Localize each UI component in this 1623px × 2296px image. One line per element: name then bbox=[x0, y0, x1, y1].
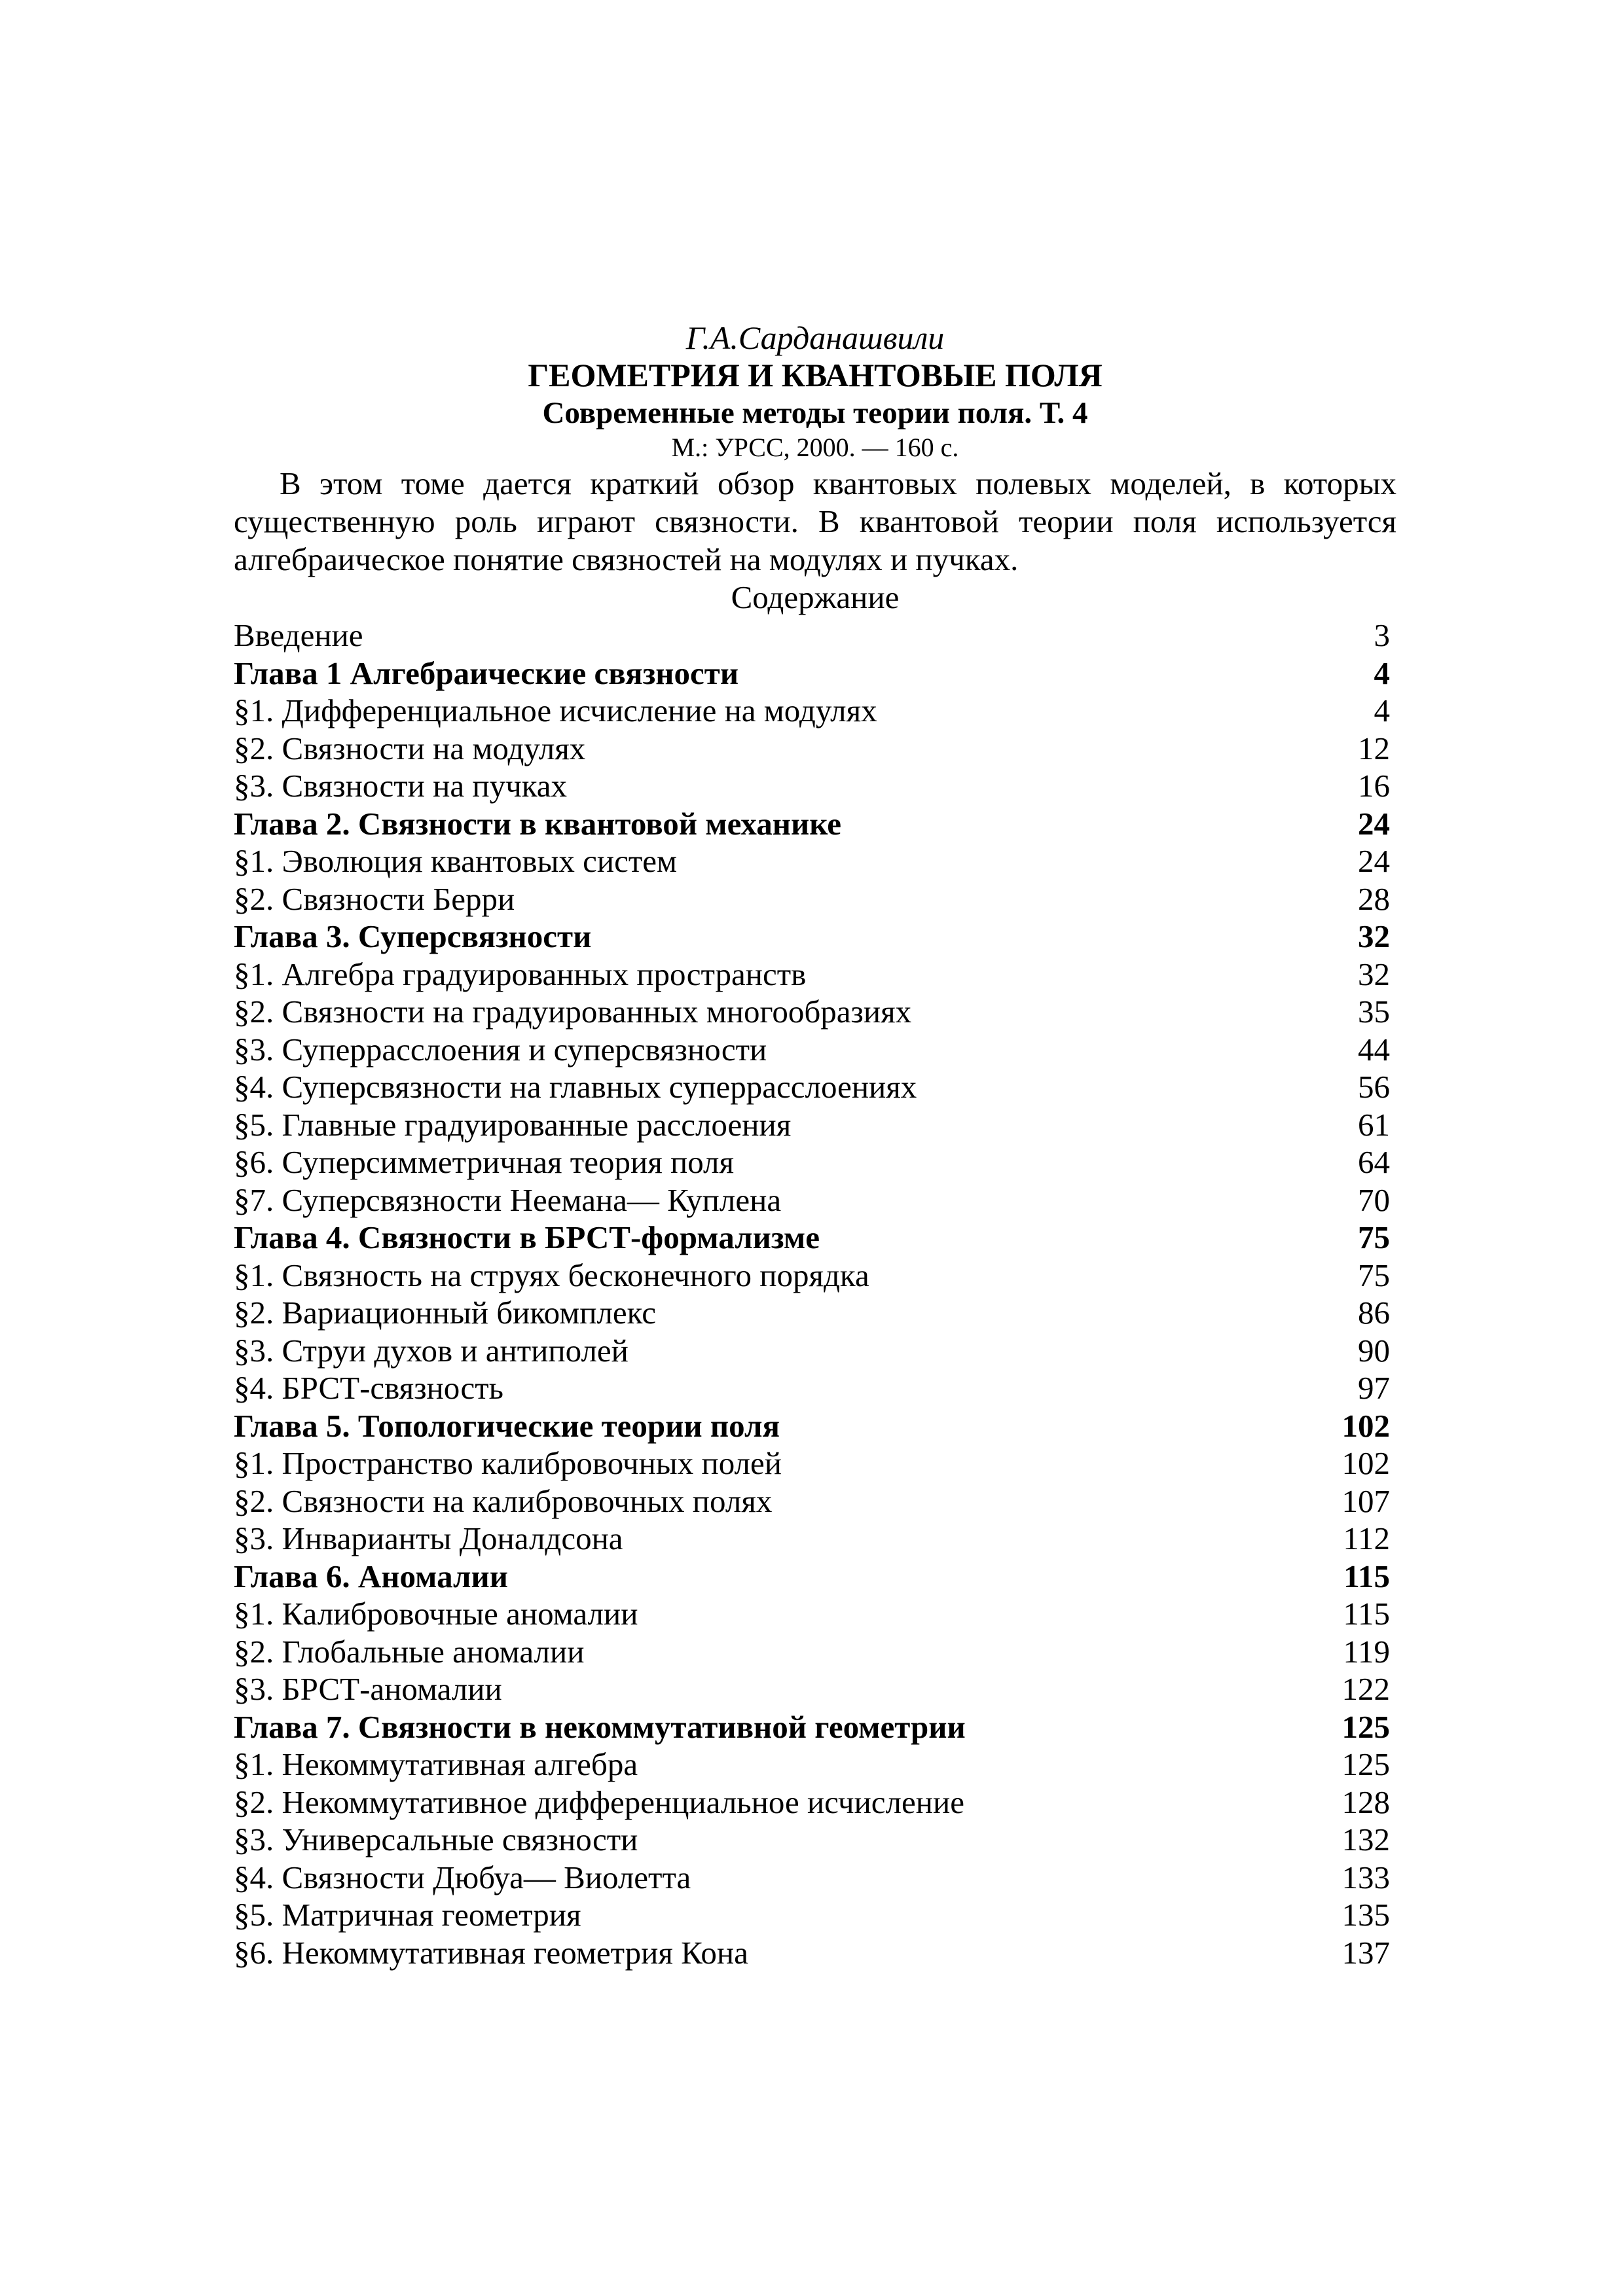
toc-section-row bbox=[234, 1106, 1396, 1144]
toc-entry-title: §4. Суперсвязности на главных суперрасслоениях bbox=[234, 1069, 917, 1105]
toc-entry-page: 61 bbox=[1358, 1106, 1390, 1143]
toc-entry-page: 97 bbox=[1358, 1370, 1390, 1406]
toc-entry-page: 75 bbox=[1358, 1219, 1390, 1255]
toc-entry-title: §1. Дифференциальное исчисление на модулях bbox=[234, 692, 877, 728]
toc-entry-title: §1. Эволюция квантовых систем bbox=[234, 843, 678, 879]
toc-entry-title: §2. Глобальные аномалии bbox=[234, 1633, 585, 1670]
toc-entry-title: §6. Некоммутативная геометрия Кона bbox=[234, 1934, 748, 1971]
toc-section-row bbox=[234, 1595, 1396, 1633]
toc-entry-title: Глава 4. Связности в БРСТ-формализме bbox=[234, 1219, 820, 1255]
toc-entry-page: 28 bbox=[1358, 880, 1390, 917]
toc-entry-title: §4. БРСТ-связность bbox=[234, 1370, 504, 1406]
toc-entry-page: 102 bbox=[1341, 1407, 1390, 1444]
book-subtitle: Современные методы теории поля. Т. 4 bbox=[542, 396, 1088, 430]
toc-entry-page: 132 bbox=[1341, 1821, 1390, 1857]
toc-entry-title: §2. Вариационный бикомплекс bbox=[234, 1295, 656, 1331]
toc-chapter-row bbox=[234, 805, 1396, 843]
toc-entry-page: 32 bbox=[1358, 956, 1390, 992]
toc-section-row bbox=[234, 880, 1396, 918]
toc-section-row bbox=[234, 692, 1396, 730]
toc-entry-title: §3. Связности на пучках bbox=[234, 768, 568, 804]
toc-entry-title: §2. Связности на модулях bbox=[234, 730, 586, 766]
toc-section-row bbox=[234, 1746, 1396, 1784]
toc-entry-page: 137 bbox=[1341, 1934, 1390, 1971]
toc-entry-title: §3. Суперрасслоения и суперсвязности bbox=[234, 1031, 767, 1067]
toc-entry-page: 4 bbox=[1374, 655, 1390, 691]
toc-entry-title: §3. БРСТ-аномалии bbox=[234, 1671, 502, 1707]
toc-entry-page: 12 bbox=[1358, 730, 1390, 766]
toc-entry-page: 70 bbox=[1358, 1181, 1390, 1218]
toc-section-row bbox=[234, 842, 1396, 880]
toc-entry-page: 125 bbox=[1341, 1708, 1390, 1745]
toc-section-row bbox=[234, 1934, 1396, 1972]
author-name: Г.А.Сарданашвили bbox=[685, 319, 945, 356]
toc-chapter-row bbox=[234, 918, 1396, 956]
toc-entry-title: §2. Связности Берри bbox=[234, 880, 515, 917]
toc-entry-title: §1. Алгебра градуированных пространств bbox=[234, 956, 807, 992]
toc-entry-title: §1. Некоммутативная алгебра bbox=[234, 1746, 638, 1782]
toc-entry-page: 32 bbox=[1358, 918, 1390, 954]
toc-entry-title: §6. Суперсимметричная теория поля bbox=[234, 1144, 735, 1180]
toc-section-row bbox=[234, 1332, 1396, 1370]
toc-section-row bbox=[234, 1896, 1396, 1934]
toc-entry-page: 64 bbox=[1358, 1144, 1390, 1180]
toc-entry-page: 119 bbox=[1343, 1633, 1390, 1670]
toc-entry-title: §1. Пространство калибровочных полей bbox=[234, 1445, 782, 1481]
toc-chapter-row bbox=[234, 655, 1396, 692]
toc-entry-title: Глава 1 Алгебраические связности bbox=[234, 655, 739, 691]
toc-chapter-row bbox=[234, 1407, 1396, 1445]
toc-entry-title: §3. Инварианты Доналдсона bbox=[234, 1520, 623, 1556]
toc-section-row bbox=[234, 1633, 1396, 1671]
toc-section-row bbox=[234, 617, 1396, 655]
toc-entry-page: 16 bbox=[1358, 768, 1390, 804]
toc-entry-page: 24 bbox=[1358, 843, 1390, 879]
toc-entry-page: 90 bbox=[1358, 1332, 1390, 1369]
toc-entry-page: 122 bbox=[1341, 1671, 1390, 1707]
toc-entry-title: §4. Связности Дюбуа— Виолетта bbox=[234, 1859, 691, 1895]
toc-section-row bbox=[234, 1444, 1396, 1482]
abstract-paragraph: В этом томе дается краткий обзор квантовых полевых моделей, в которых существенную роль играют связности. В квантовой теории поля используется алгебраическое понятие связностей на модулях и пучках. bbox=[234, 465, 1396, 577]
toc-entry-title: §1. Связность на струях бесконечного порядка bbox=[234, 1257, 869, 1293]
toc-entry-title: §5. Матричная геометрия bbox=[234, 1897, 581, 1933]
toc-section-row bbox=[234, 1859, 1396, 1897]
toc-entry-title: Глава 3. Суперсвязности bbox=[234, 918, 592, 954]
toc-entry-title: §3. Струи духов и антиполей bbox=[234, 1332, 629, 1369]
toc-section-row bbox=[234, 1068, 1396, 1106]
toc-entry-page: 35 bbox=[1358, 994, 1390, 1030]
toc-section-row bbox=[234, 1520, 1396, 1558]
toc-entry-title: §2. Связности на градуированных многообразиях bbox=[234, 994, 912, 1030]
toc-entry-title: §7. Суперсвязности Неемана— Куплена bbox=[234, 1181, 782, 1218]
toc-entry-page: 56 bbox=[1358, 1069, 1390, 1105]
toc-entry-page: 115 bbox=[1343, 1596, 1390, 1632]
toc-entry-page: 107 bbox=[1341, 1482, 1390, 1519]
toc-entry-page: 3 bbox=[1374, 617, 1390, 653]
toc-section-row bbox=[234, 1143, 1396, 1181]
toc-section-row bbox=[234, 1670, 1396, 1708]
table-of-contents bbox=[234, 617, 1396, 1971]
contents-heading: Содержание bbox=[731, 579, 900, 615]
toc-section-row bbox=[234, 1031, 1396, 1069]
toc-section-row bbox=[234, 956, 1396, 994]
toc-entry-page: 75 bbox=[1358, 1257, 1390, 1293]
toc-chapter-row bbox=[234, 1708, 1396, 1746]
toc-entry-title: §2. Некоммутативное дифференциальное исчисление bbox=[234, 1784, 964, 1820]
toc-section-row bbox=[234, 1821, 1396, 1859]
toc-section-row bbox=[234, 1294, 1396, 1332]
toc-entry-title: §5. Главные градуированные расслоения bbox=[234, 1106, 792, 1143]
toc-chapter-row bbox=[234, 1219, 1396, 1257]
document-page bbox=[234, 319, 1396, 1971]
toc-section-row bbox=[234, 1369, 1396, 1407]
toc-section-row bbox=[234, 1181, 1396, 1219]
toc-entry-page: 86 bbox=[1358, 1295, 1390, 1331]
book-title: ГЕОМЕТРИЯ И КВАНТОВЫЕ ПОЛЯ bbox=[528, 357, 1103, 393]
toc-section-row bbox=[234, 1784, 1396, 1821]
toc-entry-page: 44 bbox=[1358, 1031, 1390, 1067]
toc-entry-page: 135 bbox=[1341, 1897, 1390, 1933]
toc-entry-page: 4 bbox=[1374, 692, 1390, 728]
toc-entry-title: Глава 5. Топологические теории поля bbox=[234, 1407, 780, 1444]
toc-entry-page: 125 bbox=[1341, 1746, 1390, 1782]
toc-section-row bbox=[234, 1482, 1396, 1520]
toc-section-row bbox=[234, 730, 1396, 768]
toc-entry-title: Глава 2. Связности в квантовой механике bbox=[234, 805, 841, 842]
toc-entry-title: Глава 6. Аномалии bbox=[234, 1558, 508, 1594]
toc-chapter-row bbox=[234, 1558, 1396, 1596]
toc-entry-page: 133 bbox=[1341, 1859, 1390, 1895]
toc-entry-title: Введение bbox=[234, 617, 363, 653]
toc-entry-page: 102 bbox=[1341, 1445, 1390, 1481]
toc-entry-title: §1. Калибровочные аномалии bbox=[234, 1596, 638, 1632]
toc-entry-page: 112 bbox=[1343, 1520, 1390, 1556]
toc-entry-title: Глава 7. Связности в некоммутативной геометрии bbox=[234, 1708, 966, 1745]
toc-section-row bbox=[234, 993, 1396, 1031]
toc-entry-title: §3. Универсальные связности bbox=[234, 1821, 638, 1857]
toc-entry-page: 24 bbox=[1358, 805, 1390, 842]
publication-imprint: М.: УРСС, 2000. — 160 с. bbox=[671, 433, 959, 462]
toc-entry-title: §2. Связности на калибровочных полях bbox=[234, 1482, 773, 1519]
toc-entry-page: 115 bbox=[1343, 1558, 1390, 1594]
toc-section-row bbox=[234, 1257, 1396, 1295]
toc-section-row bbox=[234, 767, 1396, 805]
toc-entry-page: 128 bbox=[1341, 1784, 1390, 1820]
